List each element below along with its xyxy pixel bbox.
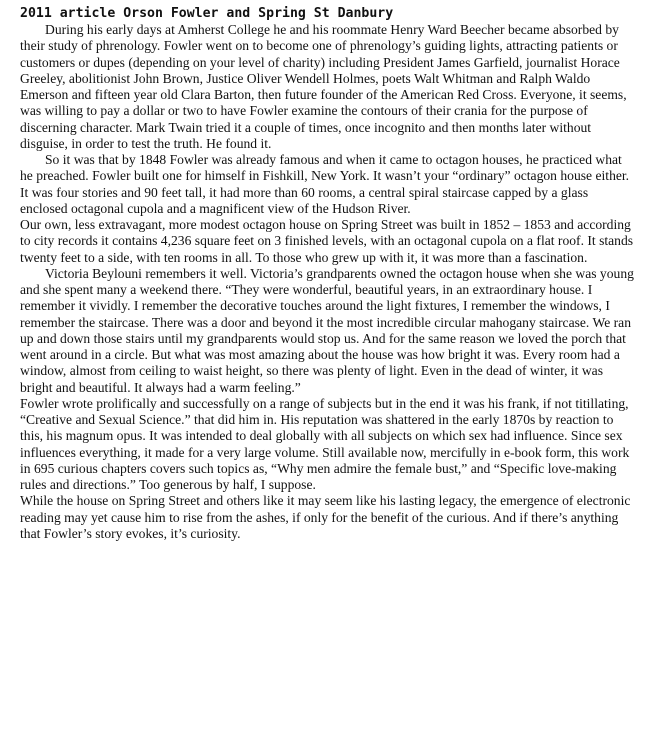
paragraph-creative-sexual-science: Fowler wrote prolifically and successfully on a range of subjects but in the end it was his frank, if not titillating, “Creative and Sexual Science.” that did him in. His reputation was shattered in the early 1870s by reaction to this, his magnum opus. It was intended to deal globally with all subjects on which sex had influence. Since sex influences everything, it made for a very large volume. Still available now, mercifully in e-book form, this work in 695 curious chapters covers such topics as, “Why men admire the female bust,” and “Specific love-making rules and directions.” Too generous by half, I suppose. — [20, 395, 630, 492]
paragraph-fishkill-house: So it was that by 1848 Fowler was already famous and when it came to octagon houses, he practiced what he preached. Fowler built one for himself in Fishkill, New York. It wasn’t your “ordinary” octagon house either. It was four stories and 90 feet tall, it had more than 60 rooms, a central spiral staircase capped by a glass enclosed octagonal cupola and a magnificent view of the Hudson River. — [20, 152, 630, 216]
paragraph-victoria-beylouni: Victoria Beylouni remembers it well. Victoria’s grandparents owned the octagon house when she was young and she spent many a weekend there. “They were wonderful, beautiful years, in an extraordinary house. I remember it vividly. I remember the decorative touches around the light fixtures, I remember the windows, I remember the staircase. There was a door and beyond it the most incredible circular mahogany staircase. We ran up and down those stairs until my grandparents would stop us. And for the same reason we loved the porch that went around in a circle. But what was most amazing about the house was how bright it was. Every room had a window, almost from ceiling to waist height, so there was plenty of light. Even in the dead of winter, it was bright and beautiful. It always had a warm feeling.” — [20, 265, 634, 395]
paragraph-spring-street-house: Our own, less extravagant, more modest octagon house on Spring Street was built in 1852 – 1853 and according to city records it contains 4,236 square feet on 3 finished levels, with an octagonal cupola on a flat roof. It stands twenty feet to a side, with ten rooms in all. To those who grew up with it, it was more than a fascination. — [20, 217, 634, 265]
document-title: 2011 article Orson Fowler and Spring St Danbury — [20, 6, 394, 21]
document-page — [20, 5, 636, 542]
paragraph-legacy: While the house on Spring Street and others like it may seem like his lasting legacy, the emergence of electronic reading may yet cause him to rise from the ashes, if only for the benefit of the curious. And if there’s anything that Fowler’s story evokes, it’s curiosity. — [20, 493, 631, 541]
paragraph-phrenology: During his early days at Amherst College he and his roommate Henry Ward Beecher became absorbed by their study of phrenology. Fowler went on to become one of phrenology’s guiding lights, attracting patients or customers or dupes (depending on your level of charity) including President James Garfield, journalist Horace Greeley, abolitionist John Brown, Justice Oliver Wendell Holmes, poets Walt Whitman and Ralph Waldo Emerson and fifteen year old Clara Barton, then future founder of the American Red Cross. Everyone, it seems, was willing to pay a dollar or two to have Fowler examine the contours of their crania for the purpose of discerning character. Mark Twain tried it a couple of times, once incognito and then months later without disguise, in order to test the truth. He found it. — [20, 22, 627, 151]
